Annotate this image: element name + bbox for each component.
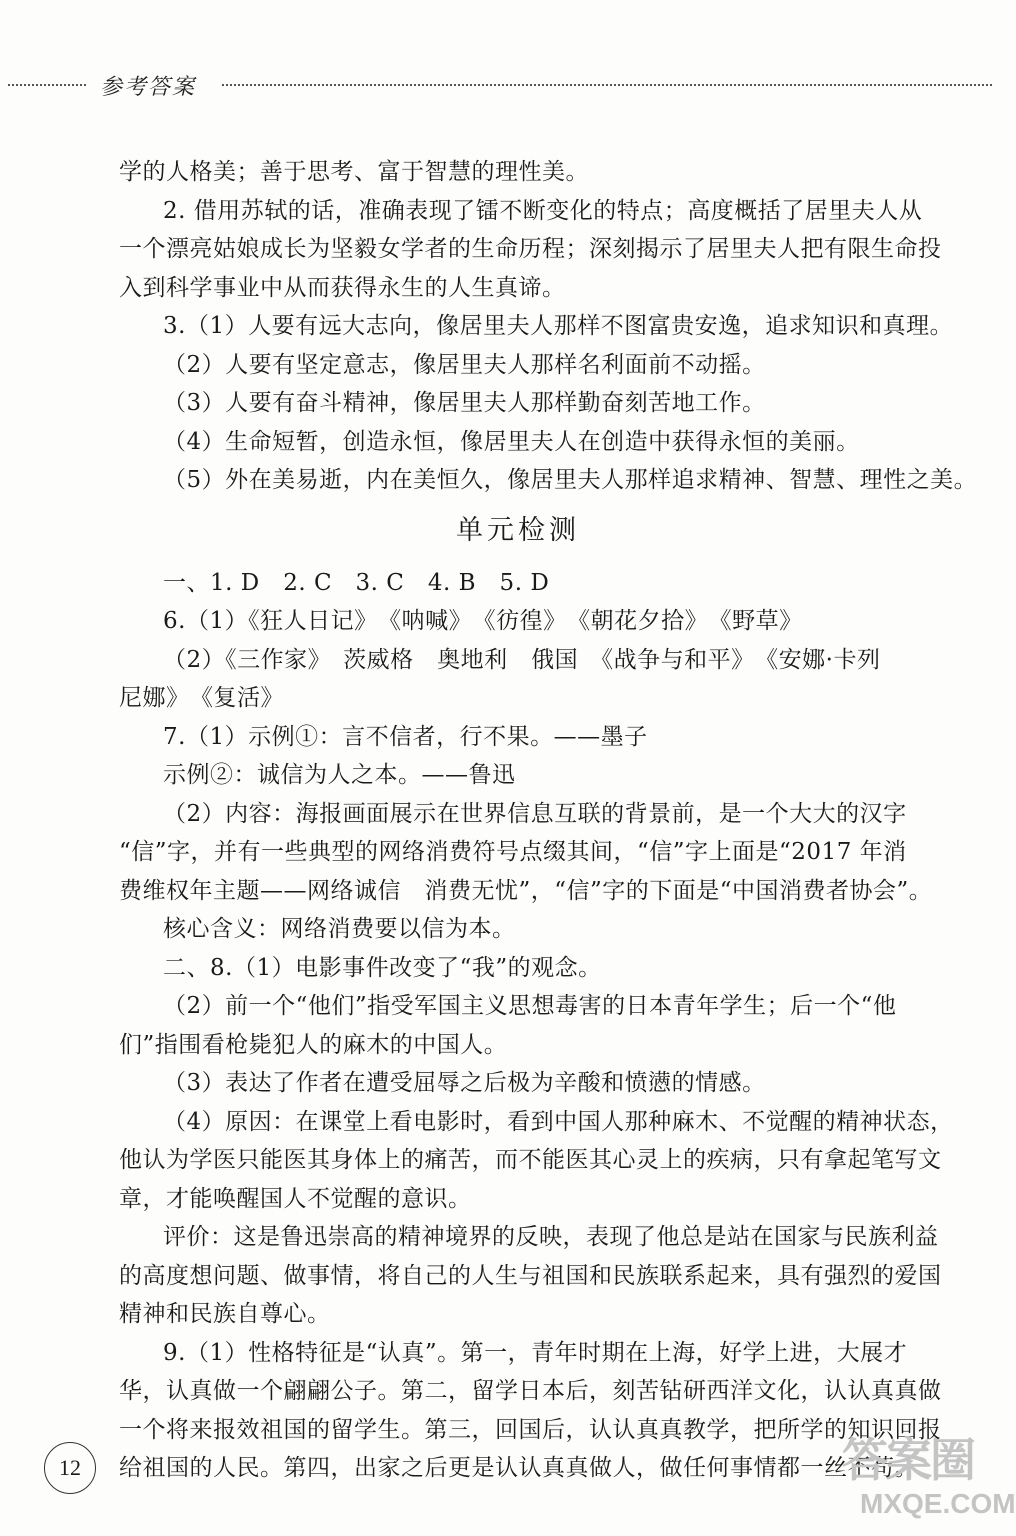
- text-line: （2）内容：海报画面展示在世界信息互联的背景前，是一个大大的汉字: [163, 800, 907, 827]
- header-dotted-rule-right: [222, 84, 992, 86]
- text-line: 核心含义：网络消费要以信为本。: [163, 916, 516, 942]
- header-dotted-rule-left: [8, 84, 86, 86]
- text-line: 3.（1）人要有远大志向，像居里夫人那样不图富贵安逸，追求知识和真理。: [163, 313, 954, 339]
- text-line: 精神和民族自尊心。: [119, 1301, 331, 1327]
- text-line: 华，认真做一个翩翩公子。第二，留学日本后，刻苦钻研西洋文化，认认真真做: [119, 1378, 942, 1404]
- running-header: [0, 70, 1000, 100]
- section-heading: 单元检测: [456, 514, 580, 546]
- text-line: 尼娜》 《复活》: [119, 685, 284, 711]
- text-line: 给祖国的人民。第四，出家之后更是认认真真做人，做任何事情都一丝不苟。: [119, 1455, 918, 1481]
- text-line: 6.（1）《狂人日记》 《呐喊》 《彷徨》 《朝花夕拾》 《野草》: [163, 608, 803, 634]
- text-line: 评价：这是鲁迅崇高的精神境界的反映，表现了他总是站在国家与民族利益: [163, 1224, 939, 1250]
- text-line: 他认为学医只能医其身体上的痛苦，而不能医其心灵上的疾病，只有拿起笔写文: [119, 1147, 942, 1173]
- text-line: 9.（1）性格特征是“认真”。第一，青年时期在上海，好学上进，大展才: [163, 1339, 908, 1366]
- text-line: 章，才能唤醒国人不觉醒的意识。: [119, 1185, 472, 1212]
- text-line: 示例②：诚信为人之本。——鲁迅: [163, 762, 516, 788]
- watermark-logo: [842, 1420, 1016, 1530]
- text-line: （2）人要有坚定意志，像居里夫人那样名利面前不动摇。: [163, 351, 766, 378]
- text-line: （5）外在美易逝，内在美恒久，像居里夫人那样追求精神、智慧、理性之美。: [163, 467, 978, 493]
- text-line: 学的人格美；善于思考、富于智慧的理性美。: [119, 159, 589, 185]
- text-line: 二、8.（1）电影事件改变了“我”的观念。: [163, 954, 602, 981]
- text-line: （2）前一个“他们”指受军国主义思想毒害的日本青年学生；后一个“他: [163, 993, 897, 1019]
- text-line: （2）《三作家》 茨威格 奥地利 俄国 《战争与和平》 《安娜·卡列: [163, 646, 881, 673]
- text-line: 2. 借用苏轼的话，准确表现了镭不断变化的特点；高度概括了居里夫人从: [163, 197, 923, 224]
- text-line: “信”字，并有一些典型的网络消费符号点缀其间，“信”字上面是“2017 年消: [119, 839, 907, 865]
- text-line: （3）表达了作者在遭受屈辱之后极为辛酸和愤懑的情感。: [163, 1070, 766, 1096]
- text-line: 们”指围看枪毙犯人的麻木的中国人。: [119, 1031, 508, 1058]
- answer-body: [119, 153, 978, 1488]
- text-line: 一个将来报效祖国的留学生。第三，回国后，认认真真教学，把所学的知识回报: [119, 1416, 942, 1443]
- text-line: 的高度想问题、做事情，将自己的人生与祖国和民族联系起来，具有强烈的爱国: [119, 1262, 942, 1289]
- text-line: （4）原因：在课堂上看电影时，看到中国人那种麻木、不觉醒的精神状态，: [163, 1108, 954, 1135]
- text-line: （3）人要有奋斗精神，像居里夫人那样勤奋刻苦地工作。: [163, 390, 766, 416]
- watermark-text: 答案圈: [842, 1433, 974, 1487]
- page-number: 12: [44, 1442, 96, 1494]
- text-line: 入到科学事业中从而获得永生的人生真谛。: [119, 274, 566, 301]
- text-line: 一、1. D 2. C 3. C 4. B 5. D: [163, 569, 550, 596]
- text-line: 费维权年主题——网络诚信 消费无忧”，“信”字的下面是“中国消费者协会”。: [119, 877, 933, 904]
- watermark-url: MXQE.COM: [860, 1488, 1016, 1519]
- text-line: 一个漂亮姑娘成长为坚毅女学者的生命历程；深刻揭示了居里夫人把有限生命投: [119, 236, 942, 262]
- text-line: （4）生命短暂，创造永恒，像居里夫人在创造中获得永恒的美丽。: [163, 428, 860, 455]
- header-title: 参考答案: [100, 75, 197, 100]
- text-line: 7.（1）示例①：言不信者，行不果。——墨子: [163, 723, 648, 750]
